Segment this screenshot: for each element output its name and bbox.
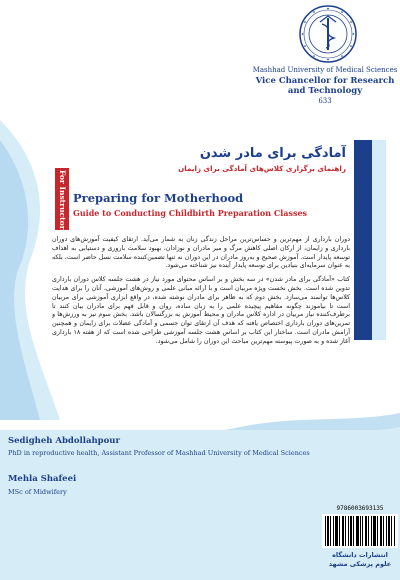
isbn-number: 9786003693135 bbox=[336, 505, 384, 512]
university-emblem-icon bbox=[298, 4, 358, 64]
author-1-name: Sedigheh Abdollahpour bbox=[8, 436, 120, 446]
series-label: مجموعه کتابهای سلامت خانواده (سلامت مادر) bbox=[359, 145, 368, 316]
description-body bbox=[52, 236, 350, 347]
subtitle-persian: راهنمای برگزاری کلاس‌های آمادگی برای زایمان bbox=[178, 164, 346, 173]
publisher-name bbox=[322, 551, 398, 568]
title-english: Preparing for Motherhood bbox=[73, 191, 244, 205]
university-name: Mashhad University of Medical Sciences bbox=[252, 66, 398, 74]
barcode-icon bbox=[322, 514, 398, 548]
author-1-credential: PhD in reproductive health, Assistant Professor of Mashhad University of Medical Sciences bbox=[8, 449, 310, 457]
publisher-line-2: علوم پزشکی مشهد bbox=[328, 559, 392, 568]
series-strip bbox=[372, 140, 386, 340]
author-2-name: Mehla Shafeei bbox=[8, 474, 77, 484]
description-paragraph-1: دوران بارداری از مهم‌ترین و حساس‌ترین مراحل زندگی زنان به شمار می‌آید. ارتقای کیفیت آموزش‌های دوران بارداری و زایمان، از ارکان اصلی کاهش مرگ و میر مادران و نوزادان، بهبود سلامت باروری و دستیابی به اهداف توسعه پایدار است. آموزش صحیح و به‌روز مادران در این دوران نه تنها تضمین‌کننده سلامت نسل حاضر است، بلکه به عنوان سرمایه‌ای بنیادین برای توسعه پایدار آینده نیز شناخته می‌شود. bbox=[52, 236, 350, 270]
vice-chancellor-title: Vice Chancellor for Research and Technology bbox=[255, 76, 395, 96]
description-paragraph-2: کتاب «آمادگی برای مادر شدن» در سه بخش و بر اساس محتوای مورد نیاز در هشت جلسه کلاس دوران بارداری تدوین شده است. بخش نخست ویژه مربیان است و با ارائه مبانی علمی و روش‌های آموزشی، آنان را برای هدایت کلاس‌ها توانمند می‌سازد. بخش دوم که به ظاهر برای مادران نوشته شده، در واقع ابزاری آموزشی برای مربیان است تا بیاموزند چگونه مفاهیم پیچیده علمی را به زبان ساده، روان و قابل فهم برای مادران بیان کنند تا برطرف‌کننده نیاز مربیان در اداره کلاس مادران و محیط آموزش به بزرگسالان باشد. بخش سوم نیز به ورزش‌ها و تمرین‌های دوران بارداری اختصاص یافته که هدف آن ارتقای توان جسمی و آمادگی عضلات برای زایمان و همچنین آرامش مادران است. ساختار این کتاب بر اساس هشت جلسه آموزشی طراحی شده است که از هفته ۱۸ بارداری آغاز شده و به صورت پیوسته مهم‌ترین مباحث این دوران را شامل می‌شود. bbox=[52, 276, 350, 345]
left-wave-decoration bbox=[0, 120, 60, 420]
author-2-credential: MSc of Midwifery bbox=[8, 488, 67, 496]
audience-label: For Instructors bbox=[58, 170, 67, 234]
publisher-line-1: انتشارات دانشگاه bbox=[332, 551, 388, 559]
publisher-header bbox=[250, 66, 400, 106]
subtitle-english: Guide to Conducting Childbirth Preparation Classes bbox=[73, 208, 308, 218]
family-health-label: سلامت خانواده bbox=[339, 148, 348, 207]
publication-number: 633 bbox=[318, 97, 332, 105]
title-persian: آمادگی برای مادر شدن bbox=[199, 146, 346, 161]
